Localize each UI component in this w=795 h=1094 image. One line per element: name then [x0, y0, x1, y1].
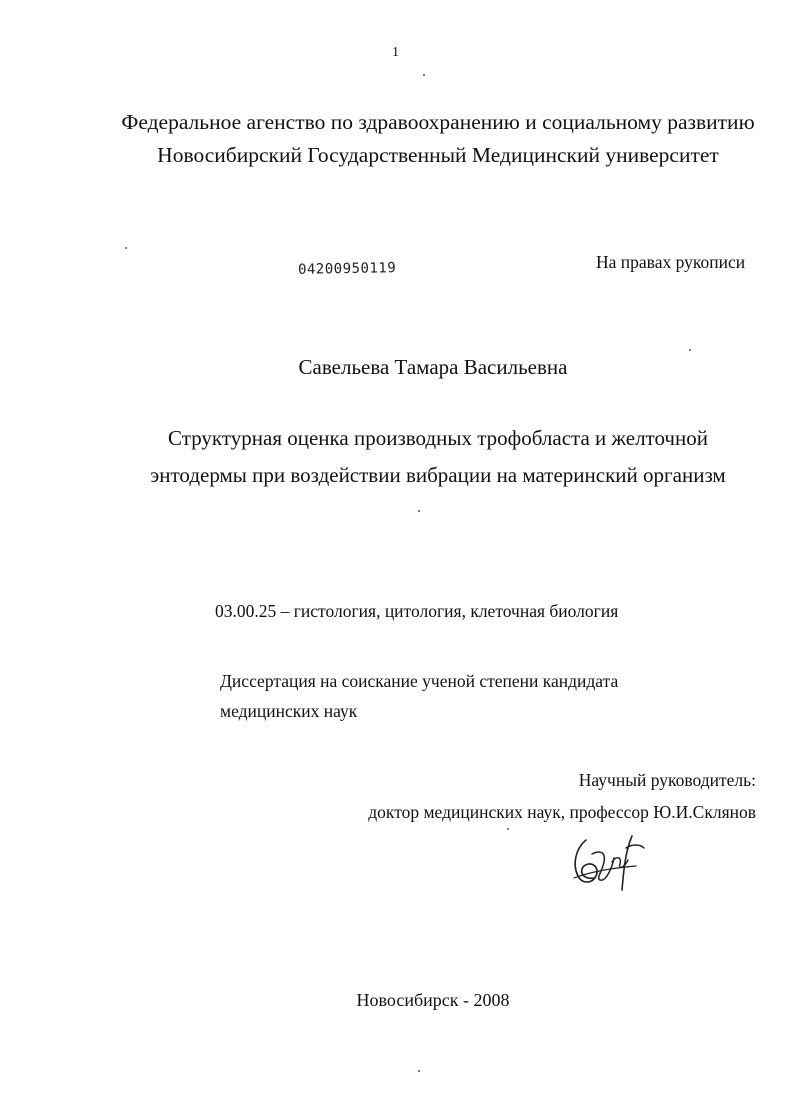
supervisor-label: Научный руководитель: — [578, 770, 756, 790]
thesis-title-line-1: Структурная оценка производных трофобласта и желточной — [168, 426, 708, 450]
thesis-title-line-2: энтодермы при воздействии вибрации на материнский организм — [150, 463, 726, 487]
author-name: Савельева Тамара Васильевна — [298, 355, 568, 379]
degree-line-1: Диссертация на соискание ученой степени кандидата — [220, 671, 619, 691]
scan-speck — [418, 1070, 420, 1072]
scan-speck — [423, 74, 425, 76]
supervisor-name: доктор медицинских наук, профессор Ю.И.Склянов — [368, 802, 756, 822]
page-number: 1 — [392, 45, 399, 60]
specialty-code: 03.00.25 – гистология, цитология, клеточная биология — [215, 601, 619, 621]
handwritten-signature — [566, 832, 648, 894]
organization-line-1: Федеральное агенство по здравоохранению и социальному развитию — [121, 110, 755, 134]
scan-speck — [125, 247, 127, 249]
scan-speck — [689, 349, 691, 351]
scan-speck — [418, 510, 420, 512]
degree-line-2: медицинских наук — [220, 701, 358, 721]
city-and-year: Новосибирск - 2008 — [356, 990, 510, 1010]
rights-note: На правах рукописи — [596, 252, 746, 272]
organization-line-2: Новосибирский Государственный Медицинский университет — [157, 143, 719, 167]
scan-speck — [507, 828, 509, 830]
catalog-number-stamp: 04200950119 — [297, 260, 397, 278]
